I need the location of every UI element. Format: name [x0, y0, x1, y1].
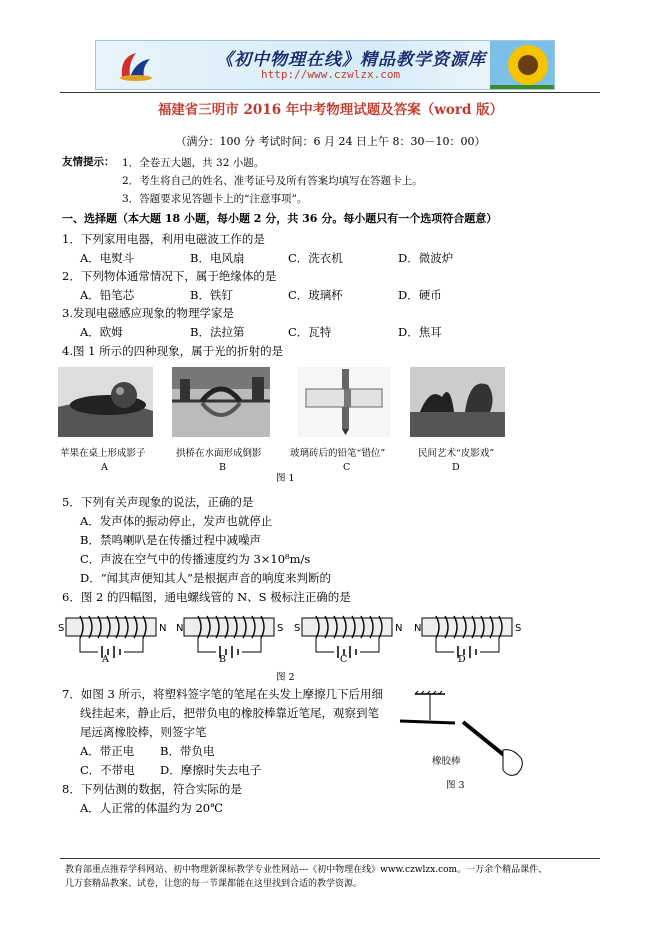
fig1-caption-b: 拱桥在水面形成倒影	[176, 448, 262, 459]
fig1-letter-a: A	[101, 462, 108, 473]
q5-option-c: C．声波在空气中的传播速度约为 3×10⁸m/s	[80, 552, 311, 566]
solenoid-a	[58, 616, 166, 658]
q3-stem: 3.发现电磁感应现象的物理学家是	[62, 306, 234, 320]
q7-stem-line2: 线挂起来，静止后，把带负电的橡胶棒靠近笔尾，观察到笔	[80, 706, 379, 720]
fig1-caption-a: 苹果在桌上形成影子	[60, 448, 146, 459]
q8-stem: 8．下列估测的数据，符合实际的是	[62, 782, 242, 796]
fig1-letter-d: D	[452, 462, 460, 473]
fig2-letter-d: D	[458, 654, 466, 665]
q1-option-a: A．电熨斗	[80, 251, 135, 265]
q3-option-d: D．焦耳	[398, 325, 442, 339]
fig1-caption-d: 民间艺术“皮影戏”	[418, 448, 495, 459]
q6-stem: 6．图 2 的四幅图，通电螺线管的 N、S 极标注正确的是	[62, 590, 351, 604]
q1-stem: 1．下列家用电器，利用电磁波工作的是	[62, 232, 265, 246]
solenoid-left-pole: S	[58, 623, 65, 634]
solenoid-left-pole: S	[294, 623, 301, 634]
footer-rule	[60, 858, 600, 859]
fig1-letter-b: B	[219, 462, 226, 473]
solenoid-right-pole: S	[277, 623, 284, 634]
q1-option-c: C．洗衣机	[288, 251, 343, 265]
fig1-image-b	[172, 367, 270, 437]
q2-option-d: D．硬币	[398, 288, 442, 302]
q2-option-b: B．铁钉	[190, 288, 233, 302]
footer-line-1: 教育部重点推荐学科网站、初中物理新课标教学专业性网站---《初中物理在线》www.czwlzx.com。一万余个精品课件、	[65, 865, 548, 875]
solenoid-left-pole: N	[176, 623, 184, 634]
fig3-rod-label: 橡胶棒	[432, 756, 461, 767]
q5-option-a: A．发声体的振动停止，发声也就停止	[80, 514, 273, 528]
fig2-letter-c: C	[340, 654, 348, 665]
banner-url: http://www.czwlzx.com	[261, 68, 401, 81]
solenoid-c	[294, 616, 402, 658]
fig3-label: 图 3	[446, 780, 465, 791]
fig1-image-c	[298, 367, 390, 437]
fig1-label: 图 1	[276, 473, 295, 484]
fig1-letter-c: C	[343, 462, 351, 473]
fig2-solenoids	[58, 608, 598, 680]
fig2-letter-a: A	[102, 654, 109, 665]
document-title: 福建省三明市 2016 年中考物理试题及答案（word 版）	[157, 102, 504, 118]
tip-item-3: 3．答题要求见答题卡上的“注意事项”。	[122, 193, 308, 205]
q3-option-a: A．欧姆	[80, 325, 123, 339]
q7-stem-line3: 尾远离橡胶棒，则签字笔	[80, 725, 207, 739]
q5-stem: 5．下列有关声现象的说法，正确的是	[62, 495, 254, 509]
banner-title: 《初中物理在线》精品教学资源库	[216, 50, 486, 70]
q4-stem: 4.图 1 所示的四种现象，属于光的折射的是	[62, 344, 284, 358]
solenoid-right-pole: S	[515, 623, 522, 634]
solenoid-d	[414, 616, 521, 658]
fig2-letter-b: B	[219, 654, 226, 665]
sunflower-icon	[490, 40, 555, 90]
q5-option-b: B．禁鸣喇叭是在传播过程中减噪声	[80, 533, 261, 547]
exam-info: （满分：100 分 考试时间：6 月 24 日上午 8：30－10：00）	[175, 135, 486, 148]
header-rule	[60, 92, 600, 93]
q2-option-a: A．铅笔芯	[80, 288, 135, 302]
footer-text	[65, 863, 605, 891]
q3-option-b: B．法拉第	[190, 325, 245, 339]
footer-line-2: 几万套精品教案、试卷，让您的每一节课都能在这里找到合适的教学资源。	[65, 879, 363, 889]
q2-option-c: C．玻璃杯	[288, 288, 343, 302]
solenoid-right-pole: N	[395, 623, 403, 634]
fig2-label: 图 2	[276, 672, 295, 683]
fig3-pen-rod	[395, 690, 535, 780]
fig1-caption-c: 玻璃砖后的铅笔“错位”	[290, 448, 386, 459]
q8-option-a: A．人正常的体温约为 20℃	[80, 801, 223, 815]
solenoid-left-pole: N	[414, 623, 422, 634]
header-banner	[95, 40, 555, 90]
fig1-image-d	[410, 367, 505, 437]
q1-option-b: B．电风扇	[190, 251, 245, 265]
site-logo-icon	[116, 47, 156, 83]
q7-stem-line1: 7．如图 3 所示，将塑料签字笔的笔尾在头发上摩擦几下后用细	[62, 687, 383, 701]
q7-option-d: D．摩擦时失去电子	[160, 763, 262, 777]
tips-label: 友情提示：	[62, 156, 115, 168]
q5-option-d: D．“闻其声便知其人”是根据声音的响度来判断的	[80, 571, 331, 585]
solenoid-right-pole: N	[159, 623, 167, 634]
fig1-image-a	[58, 367, 153, 437]
tip-item-1: 1．全卷五大题，共 32 小题。	[122, 157, 265, 169]
q7-option-a: A．带正电	[80, 744, 135, 758]
q1-option-d: D．微波炉	[398, 251, 454, 265]
solenoid-b	[176, 616, 283, 658]
q7-option-c: C．不带电	[80, 763, 135, 777]
q2-stem: 2．下列物体通常情况下，属于绝缘体的是	[62, 269, 277, 283]
q3-option-c: C．瓦特	[288, 325, 332, 339]
section-heading: 一、选择题（本大题 18 小题，每小题 2 分，共 36 分。每小题只有一个选项符合题意）	[62, 212, 498, 225]
q7-option-b: B．带负电	[160, 744, 215, 758]
tip-item-2: 2．考生将自己的姓名、准考证号及所有答案均填写在答题卡上。	[122, 175, 423, 187]
